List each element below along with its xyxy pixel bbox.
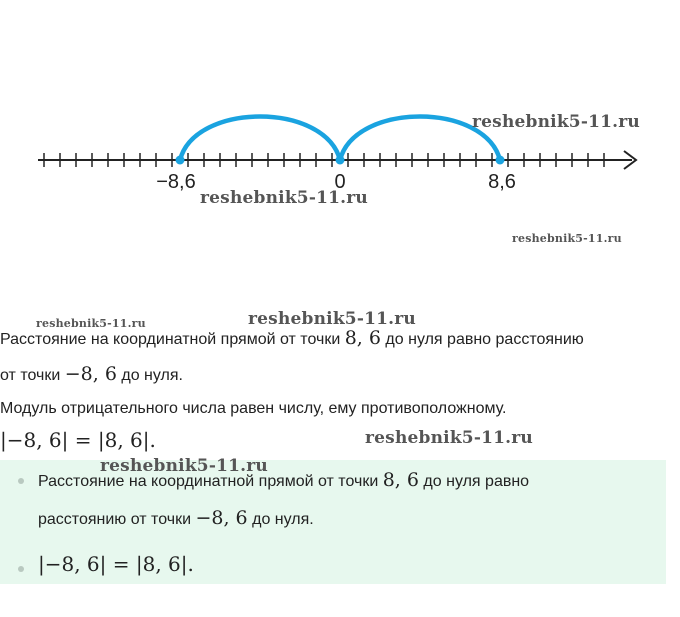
p1-math: 8, 6 — [344, 327, 381, 349]
paragraph-distance-cont — [0, 364, 183, 386]
bullet-dot — [18, 478, 24, 484]
point-zero — [336, 156, 345, 165]
s1-math: 8, 6 — [382, 469, 419, 491]
point-minus-8-6 — [176, 156, 185, 165]
watermark: reshebnik5-11.ru — [248, 309, 416, 329]
s1-text-d: до нуля. — [247, 511, 314, 528]
s1-text-c: расстоянию от точки — [38, 511, 196, 528]
equation-modulus: |−8, 6| = |8, 6|. — [0, 428, 156, 452]
watermark: reshebnik5-11.ru — [365, 428, 533, 448]
summary-item-1-cont — [38, 508, 314, 530]
point-8-6 — [496, 156, 505, 165]
s1-text-b: до нуля равно — [418, 473, 530, 490]
p2-text-a: от точки — [0, 367, 65, 384]
p1-text-b: до нуля равно расстоянию — [380, 331, 584, 348]
watermark: reshebnik5-11.ru — [512, 232, 622, 245]
p2-math: −8, 6 — [64, 363, 117, 385]
label-minus-8-6: −8,6 — [156, 171, 196, 193]
watermark: reshebnik5-11.ru — [36, 317, 146, 330]
p1-text-a: Расстояние на координатной прямой от точки — [0, 331, 345, 348]
summary-box — [0, 460, 666, 584]
paragraph-modulus: Модуль отрицательного числа равен числу, ему противоположному. — [0, 400, 507, 417]
watermark: reshebnik5-11.ru — [100, 456, 268, 476]
number-line-diagram — [0, 0, 680, 290]
label-8-6: 8,6 — [488, 171, 516, 193]
s1-math-2: −8, 6 — [195, 507, 248, 529]
s1-text-a: Расстояние на координатной прямой от точки — [38, 473, 383, 490]
p2-text-b: до нуля. — [116, 367, 183, 384]
label-zero: 0 — [334, 171, 346, 193]
watermark: reshebnik5-11.ru — [200, 188, 368, 208]
paragraph-distance — [0, 328, 584, 350]
watermark: reshebnik5-11.ru — [472, 112, 640, 132]
summary-item-2: |−8, 6| = |8, 6|. — [38, 552, 194, 576]
bullet-dot — [18, 566, 24, 572]
